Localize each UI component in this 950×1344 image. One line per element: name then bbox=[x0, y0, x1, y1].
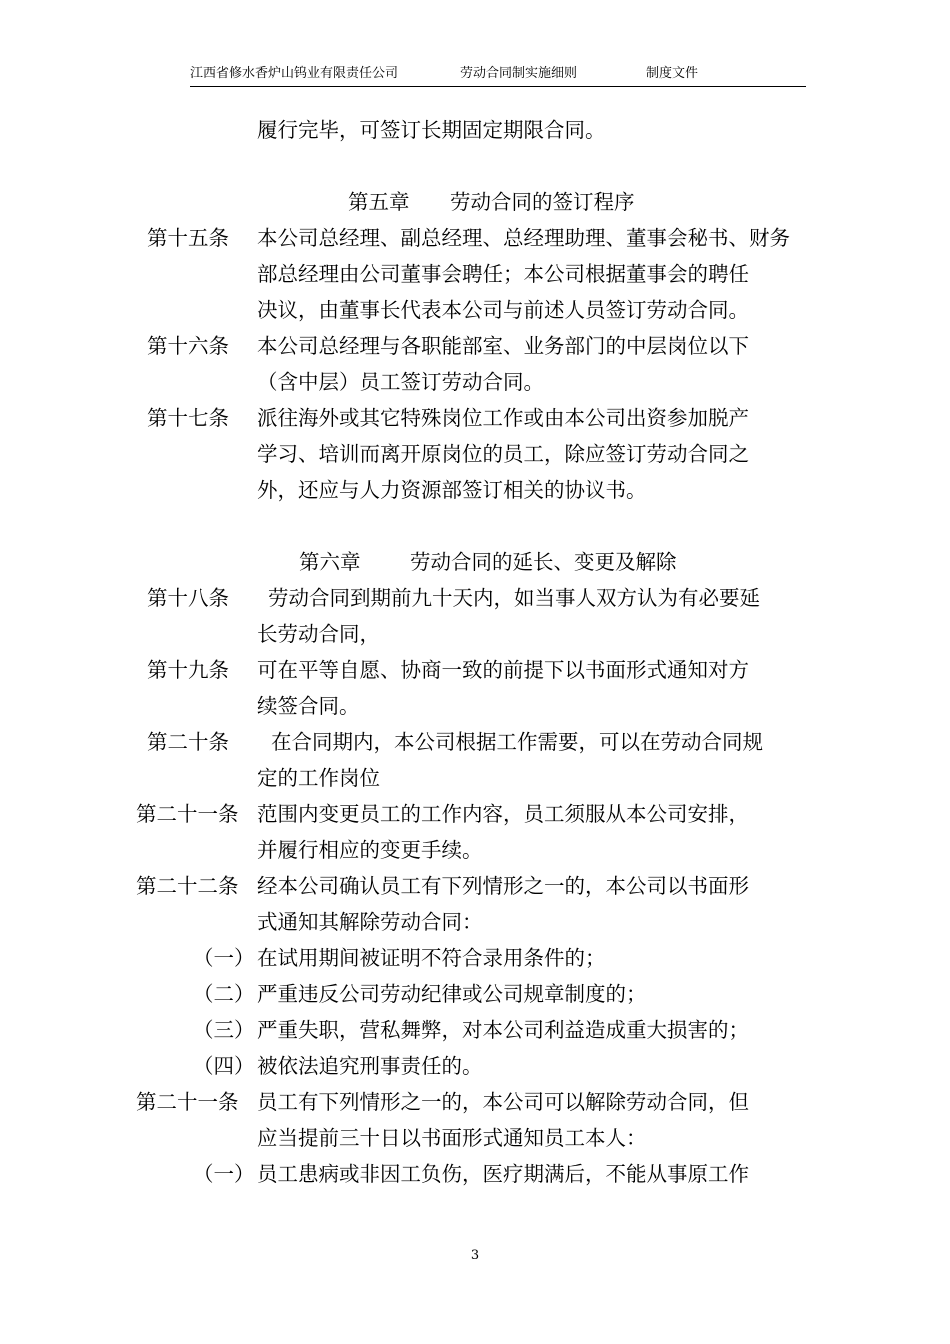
list-item: （一） 员工患病或非因工负伤，医疗期满后，不能从事原工作 bbox=[193, 1162, 749, 1186]
list-item: （一） 在试用期间被证明不符合录用条件的； bbox=[193, 946, 606, 970]
article-label: 第十七条 bbox=[147, 406, 229, 430]
header-doc-title: 劳动合同制实施细则 bbox=[460, 66, 578, 81]
article-21b: 第二十一条 员工有下列情形之一的，本公司可以解除劳动合同，但 bbox=[0, 1084, 950, 1120]
chapter-6-heading bbox=[0, 544, 950, 580]
header-doc-type: 制度文件 bbox=[646, 66, 699, 81]
list-item: （三） 严重失职，营私舞弊，对本公司利益造成重大损害的； bbox=[193, 1018, 749, 1042]
list-item: （二） 严重违反公司劳动纪律或公司规章制度的； bbox=[193, 982, 647, 1006]
article-label: 第十九条 bbox=[147, 658, 229, 682]
page-header bbox=[190, 66, 806, 87]
chapter-6-title: 劳动合同的延长、变更及解除 bbox=[410, 550, 677, 574]
header-company: 江西省修水香炉山钨业有限责任公司 bbox=[190, 66, 399, 81]
article-label: 第十五条 bbox=[147, 226, 229, 250]
continuation-line: 履行完毕，可签订长期固定期限合同。 bbox=[257, 118, 606, 142]
article-label: 第二十一条 bbox=[136, 802, 239, 826]
document-body: 履行完毕，可签订长期固定期限合同。 第五章 劳动合同的签订程序 第十五条 本公司总经理、副总经理、总经理助理、董事会秘书、财务 部总经理由公司董事会聘任；本公司根据董事会的聘任 决议，由董事长代表本公司与前述人员签订劳动合同。 第十六条 本公司总经理与各职能部室、业务部门的中层岗位以下 （含中层）员工签订劳动合同。 第十七条 派往海外或其它特殊岗位工作或由本公司出资参加脱产 学习、培训而离开原岗位的员工，除应签订劳动合同之 外，还应与人力资源部签订相关的协议书。 第六章 劳动合同的延长、变更及解除 第十八条 劳动合同到期前九十天内，如当事人双方认为有必要延 长劳动合同， 第十九条 可在平等自愿、协商一致的前提下以书面形式通知对方 续签合同。 第二十条 在合同期内，本公司根据工作需要，可以在劳动合同规 定的工作岗位 第二十一条 范围内变更员工的工作内容，员工须服从本公司安排， 并履行相应的变更手续。 第二十二条 经本公司确认员工有下列情形之一的，本公司以书面形 式通知其解除劳动合同： （一） 在试用期间被证明不符合录用条件的； （二） 严重违反公司劳动纪律或公司规章制度的； （三） 严重失职，营私舞弊，对本公司利益造成重大损害的； （四） 被依法追究刑事责任的。 第二十一条 员工有下列情形之一的，本公司可以解除劳动合同，但 应当提前三十日以书面形式通知员工本人： （一） 员工患病或非因工负伤，医疗期满后，不能从事原工作 bbox=[0, 112, 950, 1192]
article-17: 第十七条 派往海外或其它特殊岗位工作或由本公司出资参加脱产 bbox=[0, 400, 950, 436]
article-label: 第二十条 bbox=[147, 730, 229, 754]
article-label: 第十六条 bbox=[147, 334, 229, 358]
article-label: 第二十一条 bbox=[136, 1090, 239, 1114]
chapter-5-heading bbox=[0, 184, 950, 220]
page-number: 3 bbox=[470, 1248, 480, 1263]
article-18: 第十八条 劳动合同到期前九十天内，如当事人双方认为有必要延 bbox=[0, 580, 950, 616]
article-15: 第十五条 本公司总经理、副总经理、总经理助理、董事会秘书、财务 bbox=[0, 220, 950, 256]
list-item: （四） 被依法追究刑事责任的。 bbox=[193, 1054, 483, 1078]
article-label: 第十八条 bbox=[147, 586, 229, 610]
chapter-5-number: 第五章 bbox=[348, 190, 410, 214]
article-label: 第二十二条 bbox=[136, 874, 239, 898]
chapter-5-title: 劳动合同的签订程序 bbox=[450, 190, 635, 214]
chapter-6-number: 第六章 bbox=[299, 550, 361, 574]
article-21: 第二十一条 范围内变更员工的工作内容，员工须服从本公司安排， bbox=[0, 796, 950, 832]
article-22: 第二十二条 经本公司确认员工有下列情形之一的，本公司以书面形 bbox=[0, 868, 950, 904]
article-20: 第二十条 在合同期内，本公司根据工作需要，可以在劳动合同规 bbox=[0, 724, 950, 760]
article-19: 第十九条 可在平等自愿、协商一致的前提下以书面形式通知对方 bbox=[0, 652, 950, 688]
article-16: 第十六条 本公司总经理与各职能部室、业务部门的中层岗位以下 bbox=[0, 328, 950, 364]
